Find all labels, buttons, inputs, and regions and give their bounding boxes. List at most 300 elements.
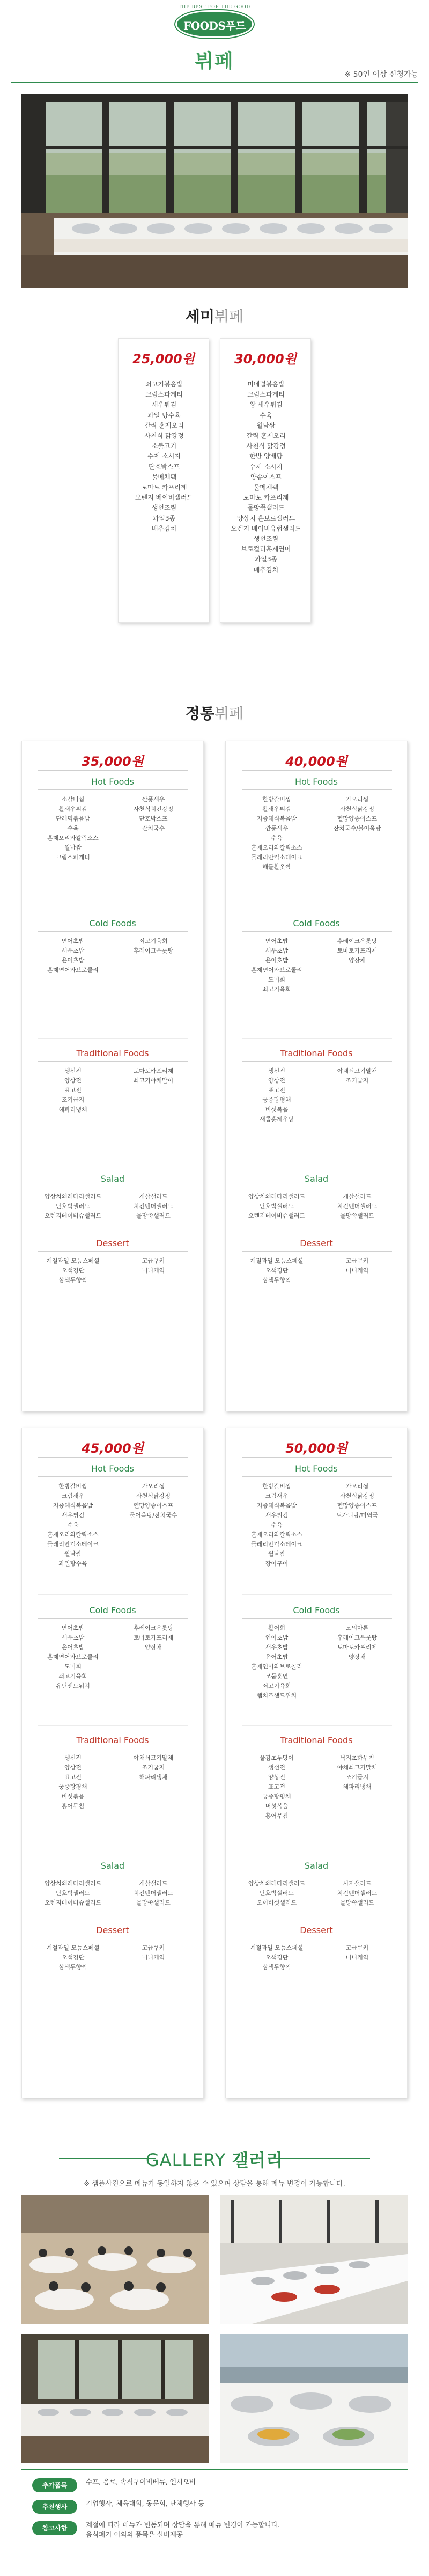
menu-item: 후레이크우롯탕 [133,1624,174,1631]
menu-item: 양상전 [64,1764,82,1771]
menu-item: 시저샐러드 [343,1880,372,1887]
menu-item: 훈제오리와칼릭소스 [47,835,99,841]
menu-item: 오색경단 [61,1267,85,1274]
category-divider [242,1476,392,1477]
menu-item: 가오리찜 [142,1483,165,1490]
menu-item: 과일3종 [152,514,176,522]
menu-item: 깐풍새우 [142,796,165,803]
menu-column-left [239,936,314,994]
menu-item: 미니케익 [345,1954,369,1961]
info-row-extra-items [32,2475,397,2497]
menu-column-right [116,936,191,956]
menu-item: 고급쿠키 [345,1257,369,1264]
brand-logo[interactable] [139,4,290,42]
menu-item: 활어회 [268,1624,285,1631]
page-title: 뷔페 [195,50,234,72]
menu-column-right [116,1623,191,1652]
menu-item: 버섯볶음 [61,1793,85,1800]
category-divider [242,931,392,932]
menu-item: 물어욱탕/잔치국수 [129,1512,177,1519]
section-separator [242,1038,392,1039]
menu-item: 궁중탕평채 [262,1096,291,1103]
menu-item: 월남쌈 [268,1550,285,1557]
menu-item: 과일탕수육 [58,1560,87,1567]
menu-item: 쇠고기육회 [139,938,168,945]
category-heading-hot: Hot Foods [295,777,338,787]
menu-item: 새우튀김 [265,1512,289,1519]
category-heading-salad: Salad [304,1174,329,1184]
category-heading-trad: Traditional Foods [76,1048,149,1058]
menu-item: 토마토 카프리제 [141,484,187,492]
menu-item: 고급쿠키 [142,1944,165,1951]
menu-item: 물망쭉샐러드 [136,1899,171,1906]
menu-item: 사천식 닭강정 [246,442,286,450]
menu-item: 윤어초밥 [61,957,85,964]
menu-column-right [320,1482,395,1520]
category-heading-trad: Traditional Foods [76,1735,149,1745]
menu-item: 홍어무침 [265,1812,289,1819]
menu-item: 과일3종 [254,555,278,564]
menu-item: 후레이크우롯탕 [337,1634,378,1641]
menu-item: 계절과일 모듬스페셜 [46,1257,100,1264]
menu-item: 도가니탕/미역국 [336,1512,379,1519]
menu-columns [33,1192,194,1230]
menu-column-right [320,1192,395,1221]
menu-item: 야채쇠고기말채 [133,1754,174,1761]
menu-item: 사천식치킨강정 [133,806,174,813]
menu-item: 크림스파게티 [247,391,285,399]
menu-item: 삼색두향찍 [262,1277,291,1284]
menu-item: 훈제연어와브로콜리 [251,967,302,974]
category-divider [38,1061,188,1062]
menu-item: 계절과일 모듬스페셜 [250,1944,304,1951]
price-divider [242,1457,392,1458]
category-heading-dessert: Dessert [300,1925,333,1935]
menu-item: 새우튀김 [151,401,177,409]
menu-item: 쇠고기야채말이 [133,1077,174,1084]
logo-badge [177,12,252,36]
menu-item: 단호박스프 [149,463,180,471]
menu-columns [33,936,194,1038]
price-divider [242,770,392,771]
section-separator [242,1594,392,1595]
menu-item: 토마토카프리제 [337,1644,378,1651]
info-tag: 추가품목 [32,2478,77,2492]
category-divider [38,1476,188,1477]
menu-item: 단호박샐러드 [260,1203,294,1210]
menu-item: 도미회 [268,976,285,983]
menu-item: 배추김치 [253,566,279,574]
category-heading-hot: Hot Foods [295,1463,338,1474]
menu-item: 사천식닭강정 [136,1492,171,1499]
menu-column-left [35,1623,110,1691]
menu-column-right [320,795,395,833]
menu-item: 왕 새우튀김 [249,401,283,409]
menu-item: 양장채 [349,1653,366,1660]
menu-item: 새콤훈제우탕 [260,1116,294,1123]
menu-item: 치킨텐더샐러드 [337,1890,378,1897]
menu-columns [236,1753,397,1850]
menu-item: 윤어초밥 [61,1644,85,1651]
menu-item: 오렌지 베이비유럽샐러드 [231,524,301,532]
menu-item: 햄치즈샌드위치 [256,1692,297,1699]
menu-item: 연어초밥 [265,938,289,945]
menu-columns [33,1482,194,1594]
info-text: 수프, 음료, 속식구이비베큐, 엔시오비 [86,2478,196,2486]
menu-item: 헬망양송이스프 [337,1502,378,1509]
menu-column-right [116,1192,191,1221]
menu-item: 물메체팩 [253,484,279,492]
menu-item: 토마토카프리제 [133,1634,174,1641]
category-heading-dessert: Dessert [96,1925,129,1935]
info-text: 기업행사, 체육대회, 동문회, 단체행사 등 [86,2499,205,2507]
price-label: 25,000원 [132,352,195,367]
menu-item: 해파리냉채 [139,1774,168,1781]
category-divider [242,1618,392,1619]
menu-item: 치킨텐더샐러드 [133,1203,174,1210]
menu-item: 도미회 [64,1663,82,1670]
menu-item: 지중해식볶음밥 [256,1502,297,1509]
menu-item: 월남쌈 [64,1550,82,1557]
menu-item: 조기굽지 [345,1077,369,1084]
price-label: 50,000원 [285,1441,347,1456]
menu-item: 버섯볶음 [265,1106,289,1113]
menu-item: 미니케익 [345,1267,369,1274]
menu-column-left [35,1482,110,1569]
menu-item: 소불고기 [151,442,177,450]
menu-item: 월남쌈 [64,844,82,851]
menu-item: 월남쌈 [256,421,276,429]
category-heading-hot: Hot Foods [91,777,134,787]
menu-item: 크림새우 [265,1492,289,1499]
menu-item: 크림스파게티 [145,391,183,399]
menu-item: 홍어무침 [61,1803,85,1810]
menu-item: 새우초밥 [265,947,289,954]
menu-item: 갈릭 훈제오리 [246,432,286,440]
menu-item: 연어초밥 [265,1634,289,1641]
menu-column-left [35,1753,110,1811]
menu-item: 양장채 [145,1644,162,1651]
menu-column-right [116,1753,191,1782]
menu-item: 계절과일 모듬스페셜 [46,1944,100,1951]
menu-column-left [35,795,110,862]
menu-item: 유닌샌드위치 [56,1682,90,1689]
menu-item: 크림새우 [61,1492,85,1499]
menu-item: 게살샐러드 [139,1880,168,1887]
category-divider [38,789,188,790]
menu-item: 오렌지베이비슈샐러드 [44,1899,102,1906]
category-divider [242,1251,392,1252]
menu-item: 사천식 닭강정 [144,432,184,440]
regular-card-45000[interactable] [21,1428,204,2098]
menu-item: 훈제연어와브로콜리 [47,967,99,974]
menu-item: 양상치왜레다리샐러드 [248,1193,306,1200]
menu-column-right [320,936,395,965]
category-heading-hot: Hot Foods [91,1463,134,1474]
gallery-photo-1[interactable] [21,2195,209,2324]
logo-text: FOODS푸드 [183,19,246,32]
menu-item: 물망쭉샐러드 [136,1212,171,1219]
menu-item: 야채쇠고기말채 [337,1764,378,1771]
menu-column-right [320,1623,395,1662]
menu-item: 미니케익 [142,1267,165,1274]
menu-columns [236,795,397,908]
price-label: 45,000원 [82,1441,144,1456]
menu-item: 헬망양송이스프 [337,815,378,822]
menu-column-left [35,1066,110,1115]
semi-card-30000[interactable] [220,338,311,623]
menu-item: 표고전 [64,1087,82,1094]
menu-item: 표고전 [268,1783,285,1790]
category-divider [242,1061,392,1062]
regular-buffet-heading [0,698,429,730]
menu-columns [33,1753,194,1850]
menu-columns [236,1256,397,1294]
menu-item: 단호박샐러드 [56,1890,90,1897]
menu-item: 버섯볶음 [265,1803,289,1810]
regular-card-40000[interactable] [225,741,408,1411]
menu-item: 수육 [271,835,283,841]
menu-columns [33,1879,194,1916]
menu-list [220,379,312,575]
menu-item: 양상치왜레다리샐러드 [44,1880,102,1887]
info-text-line: 음식폐기 이외의 품목은 실비제공 [86,2530,183,2538]
menu-item: 수육 [260,411,272,419]
menu-item: 크림스파게티 [56,854,90,861]
menu-column-right [116,795,191,833]
menu-item: 삼색두향찍 [58,1964,87,1971]
menu-item: 단호박샐러드 [260,1890,294,1897]
menu-item: 오렌지베이비슈샐러드 [248,1212,306,1219]
menu-item: 삼색두향찍 [262,1964,291,1971]
menu-item: 모둠훈연 [265,1673,289,1680]
section-separator [38,1038,188,1039]
menu-item: 해파리냉채 [58,1106,87,1113]
menu-columns [236,936,397,1038]
menu-item: 미네럴볶음밥 [247,380,285,388]
price-label: 40,000원 [285,754,347,769]
gallery-title-en: GALLERY [145,2150,226,2170]
menu-item: 활새우튀김 [58,806,87,813]
section-separator [38,1594,188,1595]
menu-columns [236,1623,397,1725]
menu-item: 미니케익 [142,1954,165,1961]
regular-card-35000[interactable] [21,741,204,1411]
menu-item: 삼색두향찍 [58,1277,87,1284]
menu-item: 단호박스프 [139,815,168,822]
menu-item: 연어초밥 [61,1624,85,1631]
menu-item: 연어초밥 [61,938,85,945]
regular-title-light: 뷔페 [214,705,244,722]
price-divider [38,1457,188,1458]
category-heading-trad: Traditional Foods [280,1735,353,1745]
regular-card-50000[interactable] [225,1428,408,2098]
menu-item: 게살샐러드 [343,1193,372,1200]
section-separator [242,1725,392,1726]
menu-item: 물망쭉샐러드 [247,504,285,512]
menu-item: 생선전 [268,1764,285,1771]
gallery-title [0,2147,429,2171]
menu-item: 가오리찜 [345,796,369,803]
category-divider [38,931,188,932]
menu-item: 오렌지베이비슈샐러드 [44,1212,102,1219]
menu-item: 가오리찜 [345,1483,369,1490]
menu-item: 물망쭉샐러드 [340,1212,374,1219]
menu-item: 오색경단 [265,1954,289,1961]
menu-item: 양상치 훈보르샐러드 [236,514,295,522]
menu-item: 쇠고기볶음밥 [145,380,183,388]
menu-item: 훈제오리와칼릭소스 [251,1531,302,1538]
menu-item: 수제 소시지 [249,463,283,471]
menu-columns [33,1066,194,1163]
menu-item: 쇠고기육회 [262,986,291,993]
menu-item: 쇠고기육회 [262,1682,291,1689]
menu-columns [33,795,194,908]
menu-item: 한방 양배탕 [249,452,283,460]
menu-item: 훈제연어와브로콜리 [251,1663,302,1670]
menu-item: 후레이크우롯탕 [133,947,174,954]
menu-item: 생선조림 [151,504,177,512]
menu-item: 생선전 [64,1067,82,1074]
menu-item: 훈제연어와브로콜리 [47,1653,99,1660]
semi-title-light: 뷔페 [214,308,244,325]
menu-item: 수육 [67,825,79,832]
menu-item: 양상치왜레다리샐러드 [248,1880,306,1887]
menu-item: 깐풍새우 [265,825,289,832]
menu-item: 브로컬리훈제연어 [241,545,291,553]
category-heading-trad: Traditional Foods [280,1048,353,1058]
menu-item: 지중해식볶음밥 [53,1502,93,1509]
brand-tagline: THE BEST FOR THE GOOD [178,4,251,9]
menu-item: 고급쿠키 [142,1257,165,1264]
menu-item: 수육 [271,1521,283,1528]
menu-item: 윤어초밥 [265,1653,289,1660]
menu-column-right [320,1066,395,1086]
menu-item: 갈릭 훈제오리 [144,421,184,429]
gallery-photo-3[interactable] [21,2334,209,2463]
menu-item: 표고전 [268,1087,285,1094]
menu-item: 생선전 [268,1067,285,1074]
semi-card-25000[interactable] [118,338,209,623]
menu-item: 양상전 [268,1077,285,1084]
regular-title-bold: 정통 [185,705,214,722]
menu-item: 생선전 [64,1754,82,1761]
menu-item: 활새우튀김 [262,806,291,813]
category-heading-dessert: Dessert [96,1238,129,1248]
info-box [21,2469,408,2549]
menu-column-right [116,1482,191,1520]
menu-item: 낙지초화무침 [340,1754,374,1761]
price-label: 35,000원 [82,754,144,769]
menu-column-left [35,1943,110,1972]
menu-item: 양상전 [64,1077,82,1084]
category-divider [242,789,392,790]
menu-item: 토마토카프리제 [337,947,378,954]
menu-item: 단레먹볶음밥 [56,815,90,822]
category-heading-salad: Salad [100,1861,125,1871]
menu-column-left [239,1256,314,1285]
info-text-line: 계절에 따라 메뉴가 변동되며 상담을 통해 메뉴 변경이 가능합니다. [86,2521,280,2529]
menu-column-right [116,1879,191,1908]
category-heading-cold: Cold Foods [293,1605,340,1615]
menu-column-right [320,1943,395,1963]
menu-column-left [239,1066,314,1124]
menu-item: 한방갈비찜 [262,796,291,803]
info-tag: 참고사항 [32,2521,77,2535]
price-label: 30,000원 [234,352,297,367]
menu-column-right [320,1879,395,1908]
menu-columns [236,1879,397,1916]
gallery-photo-4[interactable] [220,2334,408,2463]
menu-item: 물레리안킬소테이크 [251,1541,302,1548]
menu-column-left [239,1753,314,1821]
menu-item: 장어구이 [265,1560,289,1567]
menu-item: 훈제오리와칼릭소스 [47,1531,99,1538]
menu-item: 사천식닭강정 [340,806,374,813]
menu-item: 양송이스프 [250,473,282,481]
menu-list [119,379,210,534]
menu-item: 오이버섯샐러드 [256,1899,297,1906]
menu-columns [236,1192,397,1230]
menu-item: 물레리안킬소테이크 [47,1541,99,1548]
menu-item: 야채쇠고기말채 [337,1067,378,1074]
semi-title-bold: 세미 [185,308,214,325]
menu-item: 생선조림 [253,535,279,543]
menu-item: 조기굽지 [345,1774,369,1781]
menu-item: 물메체팩 [151,473,177,481]
menu-column-left [239,1482,314,1569]
menu-item: 오색경단 [61,1954,85,1961]
menu-item: 해물활옷쌈 [262,863,291,870]
category-heading-salad: Salad [100,1174,125,1184]
menu-item: 배추김치 [151,524,177,532]
hero-photo [21,94,408,288]
page-header [0,0,429,91]
menu-item: 조기굽지 [61,1096,85,1103]
menu-columns [33,1623,194,1725]
menu-item: 소갈비찜 [61,796,85,803]
menu-item: 새우튀김 [61,1512,85,1519]
info-row-notes [32,2518,397,2545]
menu-column-right [116,1943,191,1963]
menu-item: 오색경단 [265,1267,289,1274]
menu-column-left [239,1623,314,1701]
menu-column-left [239,1192,314,1221]
menu-item: 지중해식볶음밥 [256,815,297,822]
menu-item: 고급쿠키 [345,1944,369,1951]
category-heading-cold: Cold Foods [89,918,136,928]
menu-item: 단호박샐러드 [56,1203,90,1210]
menu-item: 물망쭉샐러드 [340,1899,374,1906]
menu-item: 사천식닭강정 [340,1492,374,1499]
menu-item: 표고전 [64,1774,82,1781]
menu-item: 조기굽지 [142,1764,165,1771]
menu-column-left [35,936,110,975]
menu-item: 한방갈비찜 [58,1483,87,1490]
menu-column-right [116,1256,191,1276]
menu-item: 양상치왜레다리샐러드 [44,1193,102,1200]
category-heading-cold: Cold Foods [89,1605,136,1615]
menu-item: 계절과일 모듬스페셜 [250,1257,304,1264]
menu-item: 물감초두탕이 [260,1754,294,1761]
gallery-photo-2[interactable] [220,2195,408,2324]
category-heading-cold: Cold Foods [293,918,340,928]
semi-buffet-title [0,305,429,326]
menu-item: 수제 소시지 [147,452,181,460]
menu-item: 오렌지 베이비샐러드 [135,494,194,502]
menu-item: 헬망양송이스프 [133,1502,174,1509]
info-row-recommended-events [32,2497,397,2518]
